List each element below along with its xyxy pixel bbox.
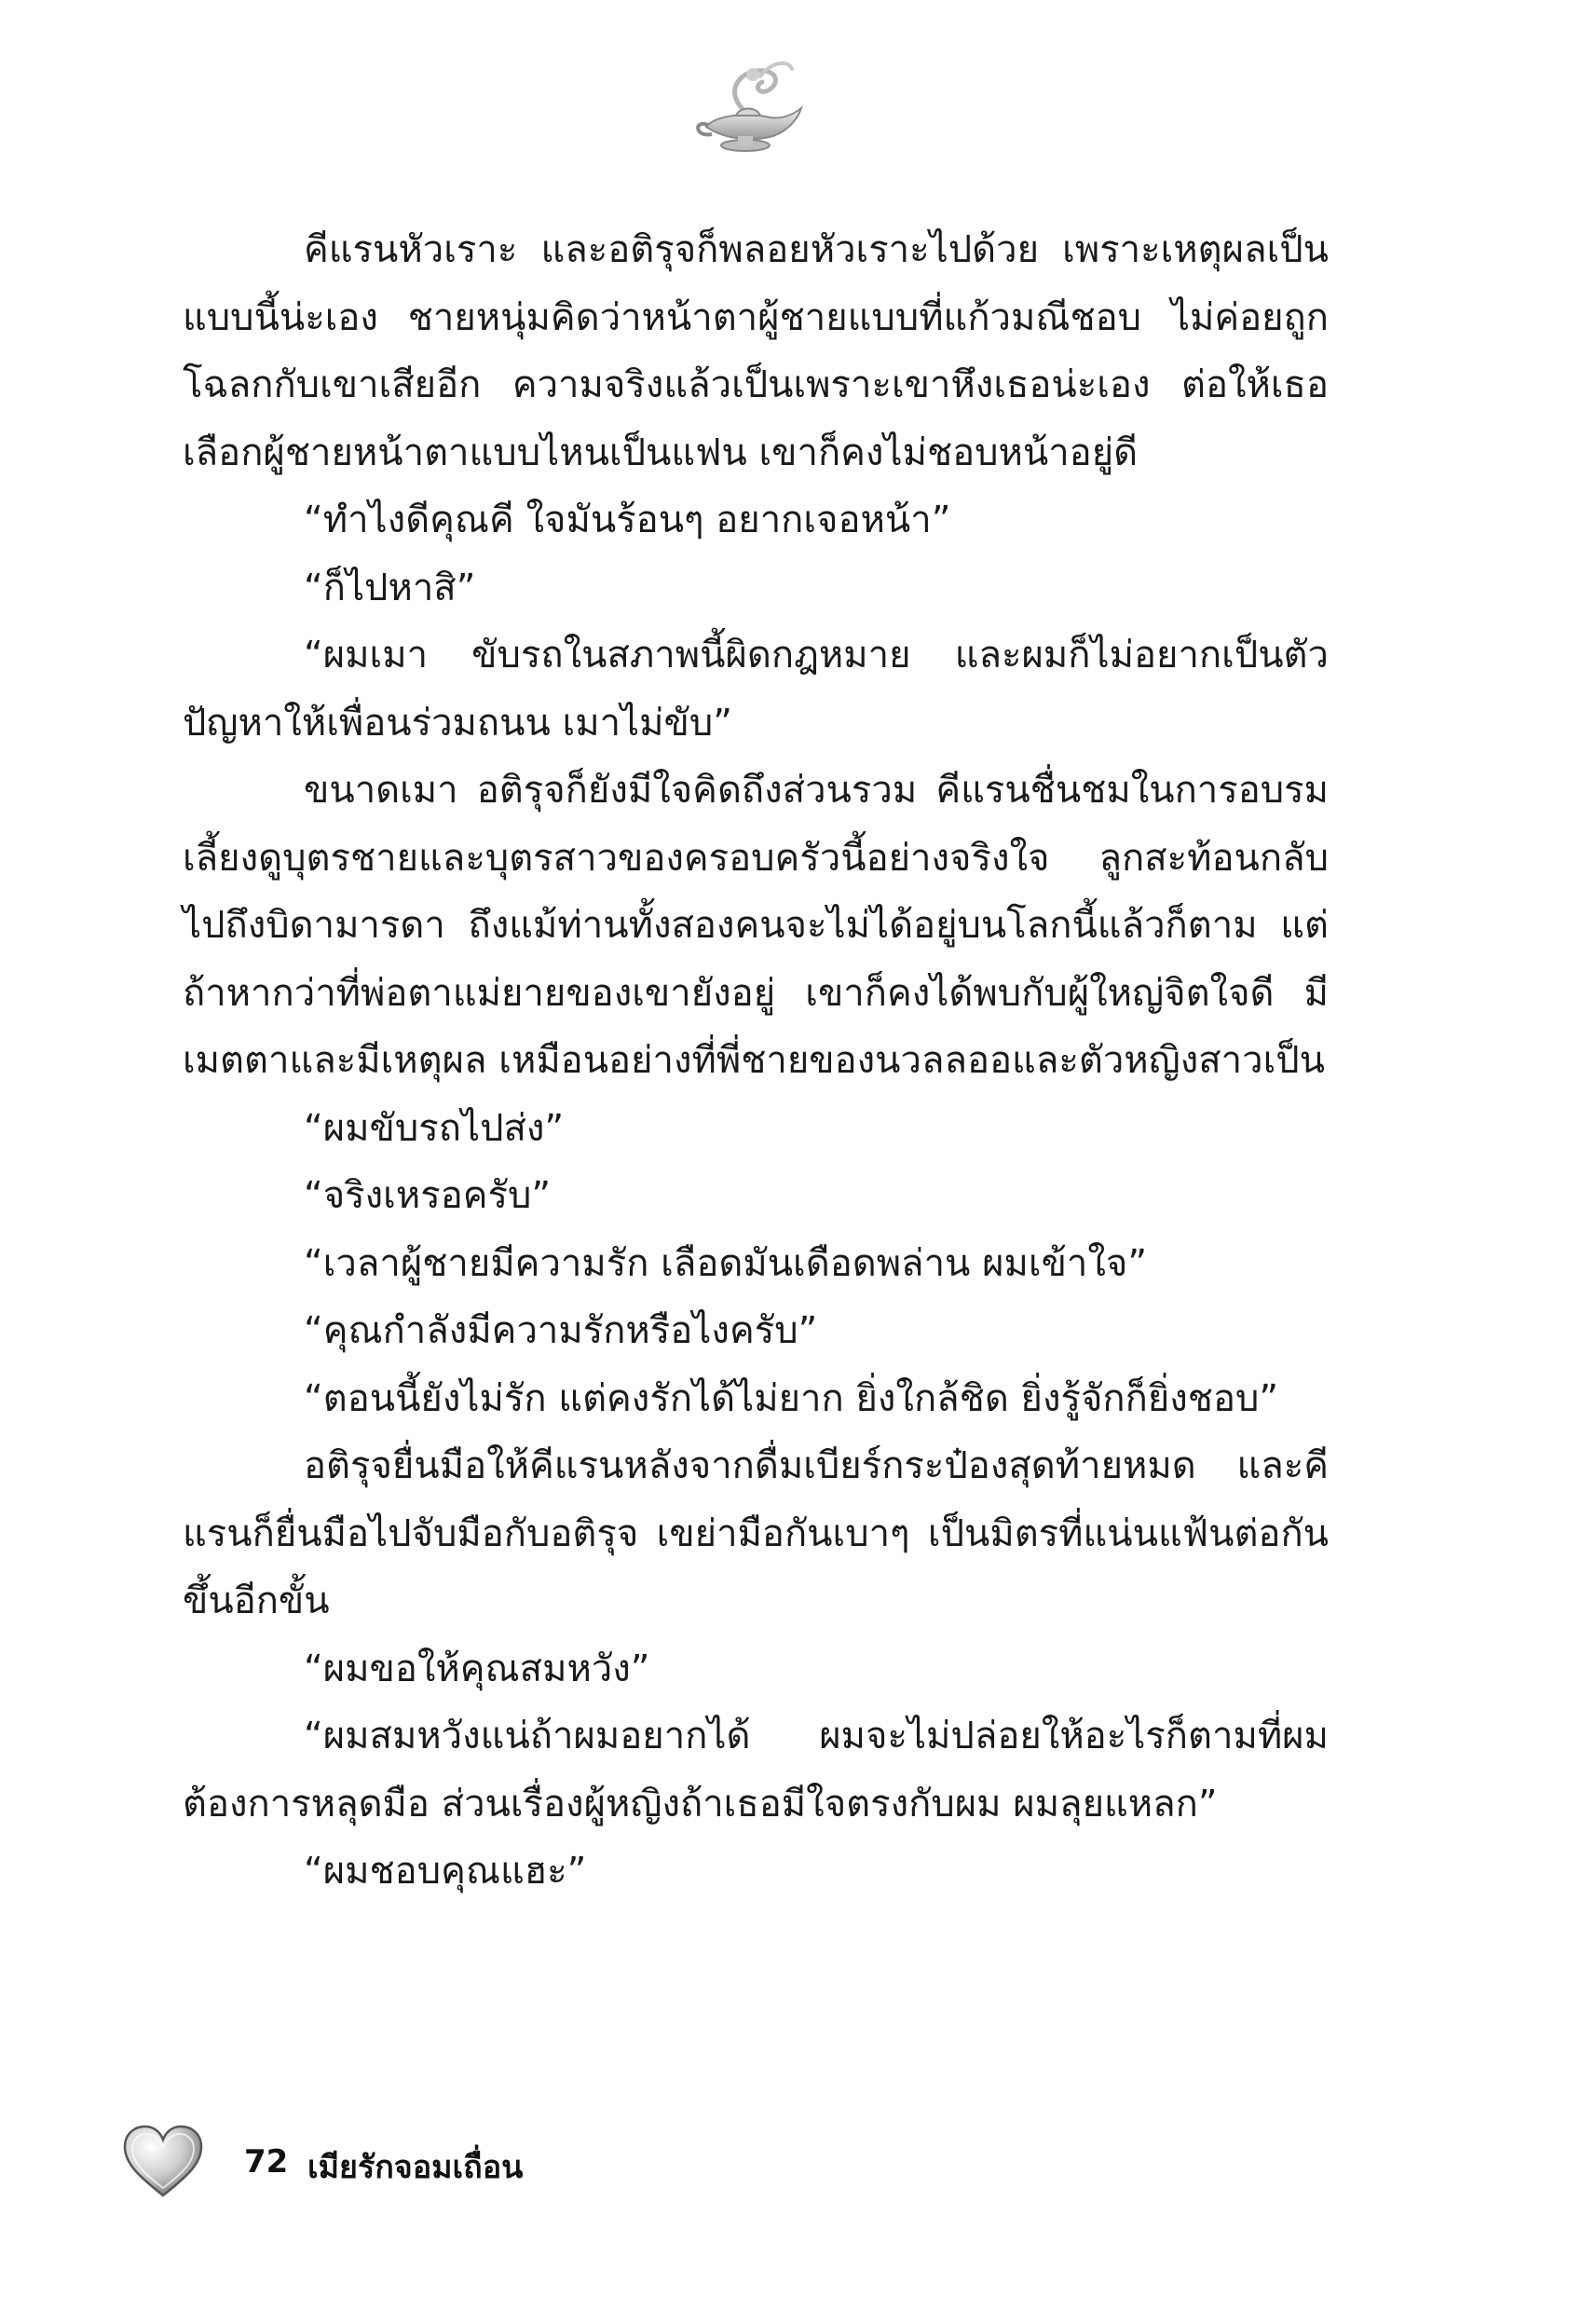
paragraph: “ผมขับรถไปส่ง”	[304, 1106, 565, 1150]
paragraph: “ผมขอให้คุณสมหวัง”	[304, 1647, 650, 1690]
paragraph: “จริงเหรอครับ”	[304, 1174, 552, 1217]
page-footer	[121, 2123, 773, 2216]
paragraph: ขนาดเมา อติรุจก็ยังมีใจคิดถึงส่วนรวม คีแรนชื่นชมในการอบรมเลี้ยงดูบุตรชายและบุตรสาวของครอบครัวนี้อย่างจริงใจ ลูกสะท้อนกลับไปถึงบิดามารดา ถึงแม้ท่านทั้งสองคนจะไม่ได้อยู่บนโลกนี้แล้วก็ตาม แต่ถ้าหากว่าที่พ่อตาแม่ยายของเขายังอยู่ เขาก็คงได้พบกับผู้ใหญ่จิตใจดี มีเมตตาและมีเหตุผล เหมือนอย่างที่พี่ชายของนวลลออและตัวหญิงสาวเป็น	[183, 769, 1329, 1082]
genie-lamp-icon	[688, 54, 818, 157]
paragraph: “ผมเมา ขับรถในสภาพนี้ผิดกฎหมาย และผมก็ไม่อยากเป็นตัวปัญหาให้เพื่อนร่วมถนน เมาไม่ขับ”	[183, 634, 1329, 745]
paragraph: อติรุจยื่นมือให้คีแรนหลังจากดื่มเบียร์กระป๋องสุดท้ายหมด และคีแรนก็ยื่นมือไปจับมือกับอติรุจ เขย่ามือกันเบาๆ เป็นมิตรที่แน่นแฟ้นต่อกันขึ้นอีกขั้น	[183, 1444, 1329, 1622]
paragraph: “เวลาผู้ชายมีความรัก เลือดมันเดือดพล่าน ผมเข้าใจ”	[304, 1241, 1148, 1285]
page-number: 72	[244, 2143, 289, 2181]
paragraph: “ผมชอบคุณแฮะ”	[304, 1850, 587, 1893]
paragraph: “ผมสมหวังแน่ถ้าผมอยากได้ ผมจะไม่ปล่อยให้อะไรก็ตามที่ผมต้องการหลุดมือ ส่วนเรื่องผู้หญิงถ้าเธอมีใจตรงกับผม ผมลุยแหลก”	[183, 1715, 1329, 1826]
paragraph: “ก็ไปหาสิ”	[304, 566, 476, 609]
book-title: เมียรักจอมเถื่อน	[307, 2149, 524, 2186]
paragraph: “ตอนนี้ยังไม่รัก แต่คงรักได้ไม่ยาก ยิ่งใกล้ชิด ยิ่งรู้จักก็ยิ่งชอบ”	[304, 1376, 1279, 1420]
body-text	[183, 216, 1329, 1906]
paragraph: คีแรนหัวเราะ และอติรุจก็พลอยหัวเราะไปด้วย เพราะเหตุผลเป็นแบบนี้น่ะเอง ชายหนุ่มคิดว่าหน้าตาผู้ชายแบบที่แก้วมณีชอบ ไม่ค่อยถูกโฉลกกับเขาเสียอีก ความจริงแล้วเป็นเพราะเขาหึงเธอน่ะเอง ต่อให้เธอเลือกผู้ชายหน้าตาแบบไหนเป็นแฟน เขาก็คงไม่ชอบหน้าอยู่ดี	[183, 228, 1329, 474]
heart-icon	[121, 2123, 205, 2199]
paragraph: “คุณกำลังมีความรักหรือไงครับ”	[304, 1309, 818, 1352]
paragraph: “ทำไงดีคุณคี ใจมันร้อนๆ อยากเจอหน้า”	[304, 499, 951, 541]
